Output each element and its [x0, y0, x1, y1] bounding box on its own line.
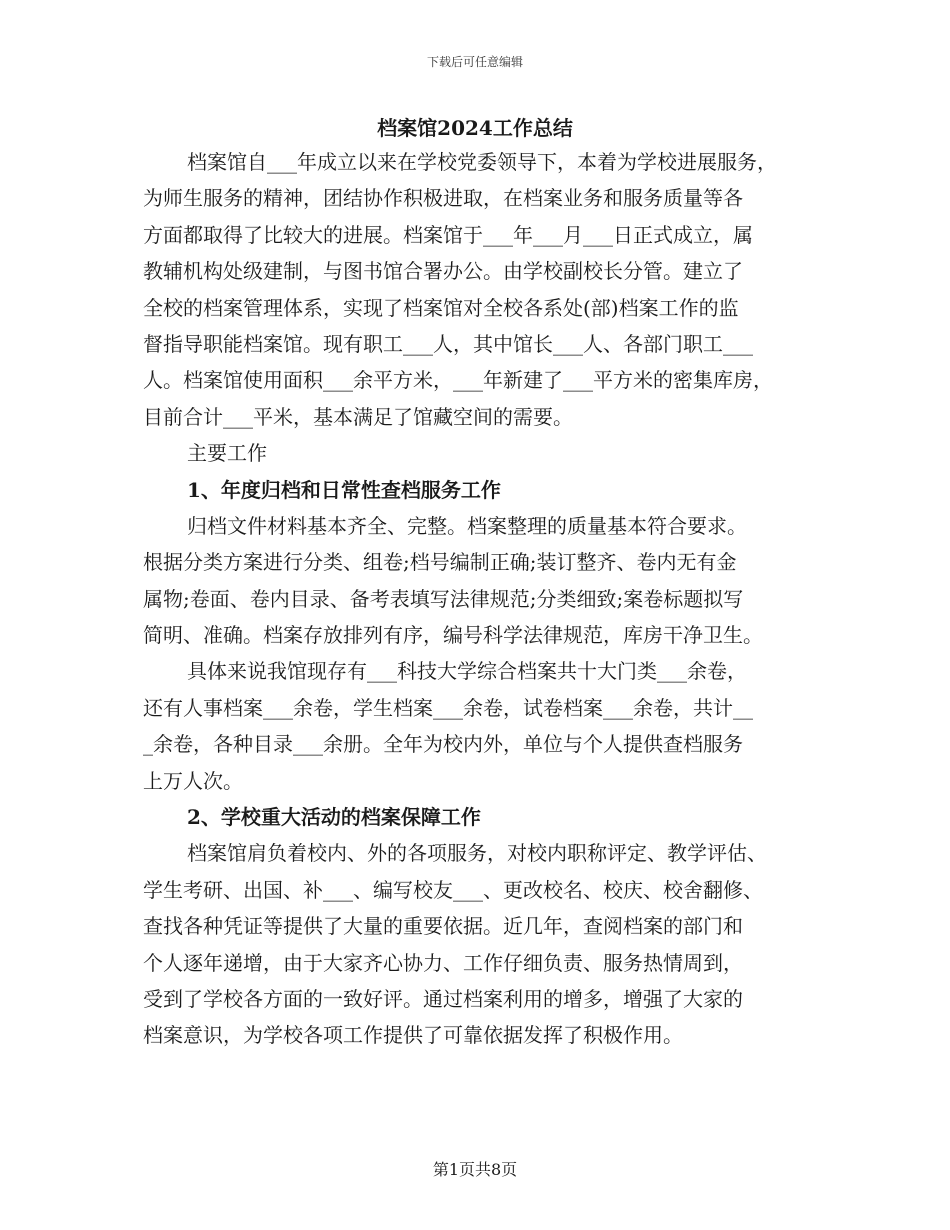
paragraph-line: 根据分类方案进行分类、组卷;档号编制正确;装订整齐、卷内无有金: [143, 550, 737, 575]
section-label: 主要工作: [187, 441, 267, 466]
paragraph-line: 档案馆肩负着校内、外的各项服务，对校内职称评定、教学评估、: [187, 841, 767, 866]
paragraph-line: 还有人事档案___余卷，学生档案___余卷，试卷档案___余卷，共计__: [143, 695, 753, 720]
paragraph-line: 教辅机构处级建制，与图书馆合署办公。由学校副校长分管。建立了: [143, 259, 743, 284]
paragraph-line: 全校的档案管理体系，实现了档案馆对全校各系处(部)档案工作的监: [143, 295, 739, 320]
paragraph-line: 受到了学校各方面的一致好评。通过档案利用的增多，增强了大家的: [143, 986, 743, 1011]
paragraph-line: 档案馆自___年成立以来在学校党委领导下，本着为学校进展服务，: [187, 150, 777, 174]
document-body: [143, 144, 833, 1054]
page-number: 第1页共8页: [432, 1160, 518, 1179]
paragraph-line: 上万人次。: [143, 768, 243, 793]
paragraph-line: 查找各种凭证等提供了大量的重要依据。近几年，查阅档案的部门和: [143, 914, 743, 939]
paragraph-line: 具体来说我馆现存有___科技大学综合档案共十大门类___余卷，: [187, 659, 747, 684]
paragraph-line: 学生考研、出国、补___、编写校友___、更改校名、校庆、校舍翻修、: [143, 877, 763, 902]
paragraph-line: 个人逐年递增，由于大家齐心协力、工作仔细负责、服务热情周到，: [143, 950, 743, 975]
paragraph-line: 人。档案馆使用面积___余平方米，___年新建了___平方米的密集库房，: [143, 368, 773, 393]
paragraph-line: _余卷，各种目录___余册。全年为校内外，单位与个人提供查档服务: [143, 732, 743, 757]
paragraph-line: 为师生服务的精神，团结协作积极进取，在档案业务和服务质量等各: [143, 186, 743, 211]
paragraph-line: 档案意识，为学校各项工作提供了可靠依据发挥了积极作用。: [143, 1023, 683, 1048]
section-heading: 2、学校重大活动的档案保障工作: [187, 805, 481, 830]
section-heading: 1、年度归档和日常性查档服务工作: [187, 477, 501, 502]
paragraph-line: 属物;卷面、卷内目录、备考表填写法律规范;分类细致;案卷标题拟写: [143, 586, 744, 611]
paragraph-line: 方面都取得了比较大的进展。档案馆于___年___月___日正式成立，属: [143, 222, 753, 247]
paragraph-line: 督指导职能档案馆。现有职工___人，其中馆长___人、各部门职工___: [143, 331, 753, 356]
document-title: 档案馆2024工作总结: [377, 116, 573, 140]
paragraph-line: 目前合计___平米，基本满足了馆藏空间的需要。: [143, 404, 573, 429]
paragraph-line: 归档文件材料基本齐全、完整。档案整理的质量基本符合要求。: [187, 513, 747, 538]
paragraph-line: 简明、准确。档案存放排列有序，编号科学法律规范，库房干净卫生。: [143, 623, 763, 648]
header-note: 下载后可任意编辑: [426, 55, 523, 69]
